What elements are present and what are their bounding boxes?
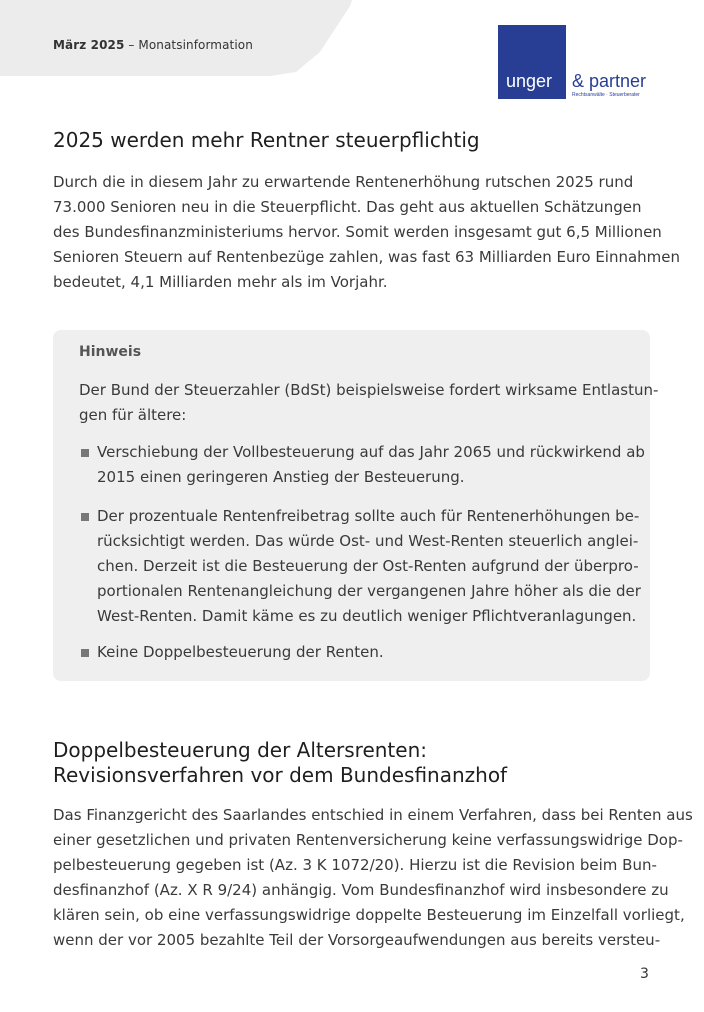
bullet-line: portionalen Rentenangleichung der vergangenen Jahre höher als die der <box>97 582 641 600</box>
paragraph-line: Das Finanzgericht des Saarlandes entschied in einem Verfahren, dass bei Renten aus <box>53 806 693 824</box>
paragraph-line: Senioren Steuern auf Rentenbezüge zahlen, was fast 63 Milliarden Euro Einnahmen <box>53 248 681 266</box>
bullet-line: rücksichtigt werden. Das würde Ost- und West-Renten steuerlich anglei- <box>97 532 639 550</box>
section2-title-line: Doppelbesteuerung der Altersrenten: <box>53 738 427 762</box>
page-number: 3 <box>640 966 649 982</box>
paragraph-line: wenn der vor 2005 bezahlte Teil der Vorsorgeaufwendungen aus bereits versteu- <box>53 931 661 949</box>
bullet-line: Keine Doppelbesteuerung der Renten. <box>97 643 384 661</box>
bullet-square-icon <box>81 449 89 457</box>
logo-tagline: Rechtsanwälte · Steuerberater <box>572 92 640 98</box>
bullet-line: West-Renten. Damit käme es zu deutlich weniger Pflichtveranlagungen. <box>97 607 637 625</box>
bullet-line: chen. Derzeit ist die Besteuerung der Ost-Renten aufgrund der überpro- <box>97 557 639 575</box>
paragraph-line: Durch die in diesem Jahr zu erwartende Rentenerhöhung rutschen 2025 rund <box>53 173 634 191</box>
hint-intro-line: Der Bund der Steuerzahler (BdSt) beispielsweise fordert wirksame Entlastun- <box>79 381 659 399</box>
paragraph-line: klären sein, ob eine verfassungswidrige doppelte Besteuerung im Einzelfall vorliegt, <box>53 906 685 924</box>
hint-bullet-item <box>97 640 384 665</box>
bullet-line: 2015 einen geringeren Anstieg der Besteuerung. <box>97 468 465 486</box>
section2-title-line: Revisionsverfahren vor dem Bundesfinanzhof <box>53 763 508 787</box>
header-subtitle: Monatsinformation <box>138 38 253 52</box>
section1-title: 2025 werden mehr Rentner steuerpflichtig <box>53 128 480 152</box>
hint-title: Hinweis <box>79 344 142 360</box>
logo-name-2: & partner <box>572 71 647 91</box>
bullet-line: Der prozentuale Rentenfreibetrag sollte auch für Rentenerhöhungen be- <box>97 507 640 525</box>
paragraph-line: einer gesetzlichen und privaten Rentenversicherung keine verfassungswidrige Dop- <box>53 831 683 849</box>
logo-name-1: unger <box>506 71 553 91</box>
section2-paragraph <box>53 803 693 953</box>
hint-bullet-item <box>97 440 645 490</box>
paragraph-line: des Bundesfinanzministeriums hervor. Somit werden insgesamt gut 6,5 Millionen <box>53 223 662 241</box>
section1-paragraph <box>53 170 681 295</box>
hint-intro-line: gen für ältere: <box>79 406 187 424</box>
paragraph-line: pelbesteuerung gegeben ist (Az. 3 K 1072/20). Hierzu ist die Revision beim Bun- <box>53 856 657 874</box>
paragraph-line: 73.000 Senioren neu in die Steuerpflicht. Das geht aus aktuellen Schätzungen <box>53 198 642 216</box>
header-date: März 2025 <box>53 38 125 52</box>
hint-box <box>53 330 659 681</box>
bullet-line: Verschiebung der Vollbesteuerung auf das Jahr 2065 und rückwirkend ab <box>97 443 645 461</box>
section2-title <box>53 738 653 788</box>
hint-bullet-item <box>97 504 641 629</box>
paragraph-line: desfinanzhof (Az. X R 9/24) anhängig. Vom Bundesfinanzhof wird insbesondere zu <box>53 881 669 899</box>
bullet-square-icon <box>81 513 89 521</box>
header-separator: – <box>124 38 139 52</box>
bullet-square-icon <box>81 649 89 657</box>
paragraph-line: bedeutet, 4,1 Milliarden mehr als im Vorjahr. <box>53 273 388 291</box>
company-logo <box>498 25 658 101</box>
hint-intro <box>79 378 658 428</box>
header-meta <box>53 38 253 52</box>
